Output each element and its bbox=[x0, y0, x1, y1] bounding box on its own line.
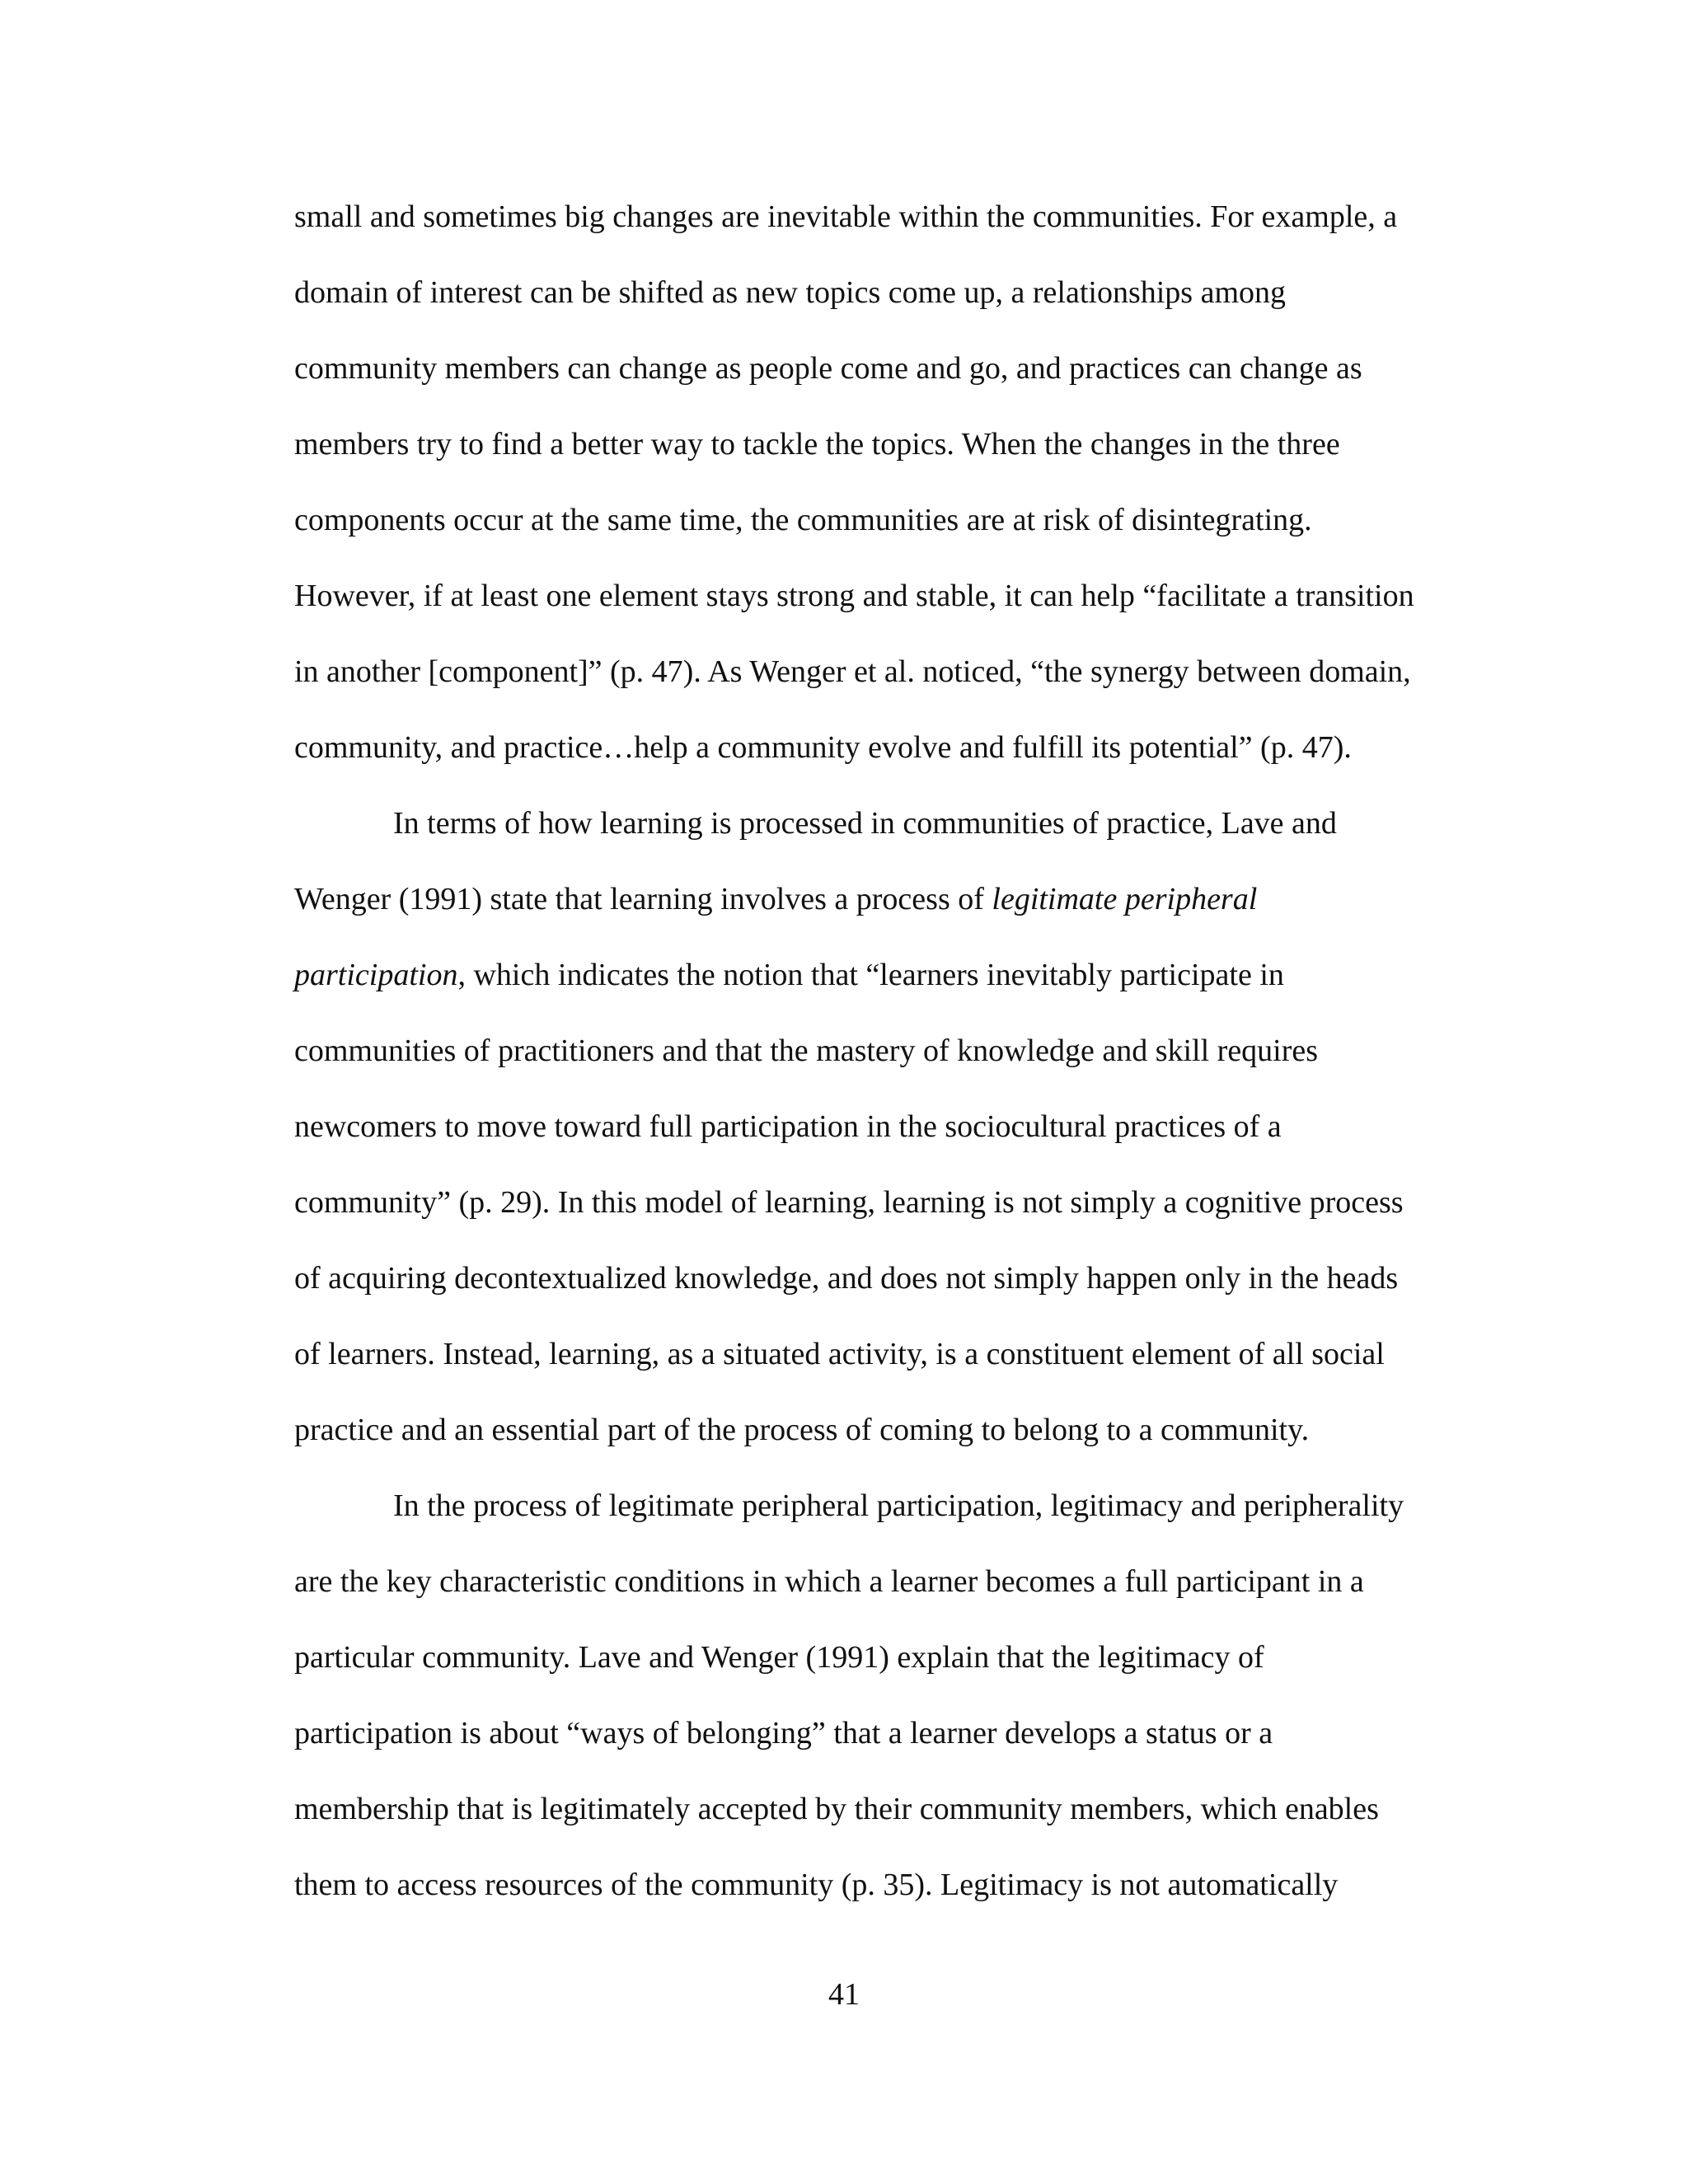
text-line bbox=[294, 1174, 1465, 1249]
text-run: of acquiring decontextualized knowledge, and does not simply happen only in the heads bbox=[294, 1261, 1399, 1296]
text-run: particular community. Lave and Wenger (1991) explain that the legitimacy of bbox=[294, 1640, 1264, 1675]
text-line bbox=[294, 1325, 1465, 1401]
text-run: are the key characteristic conditions in which a learner becomes a full participant in a bbox=[294, 1564, 1364, 1599]
text-line bbox=[294, 1401, 1465, 1477]
text-run: them to access resources of the community (p. 35). Legitimacy is not automatically bbox=[294, 1868, 1339, 1902]
text-line bbox=[294, 340, 1465, 415]
text-run: communities of practitioners and that the mastery of knowledge and skill requires bbox=[294, 1033, 1319, 1068]
italic-term: participation bbox=[294, 958, 458, 992]
text-line bbox=[294, 1022, 1465, 1098]
paragraph bbox=[294, 1477, 1465, 1932]
text-run: However, if at least one element stays strong and stable, it can help “facilitate a transition bbox=[294, 579, 1414, 613]
text-line bbox=[294, 188, 1465, 264]
text-run: membership that is legitimately accepted by their community members, which enables bbox=[294, 1792, 1379, 1826]
text-line bbox=[294, 1856, 1465, 1932]
text-line bbox=[294, 1249, 1465, 1325]
text-run: In terms of how learning is processed in communities of practice, Lave and bbox=[393, 806, 1337, 841]
text-run: Wenger (1991) state that learning involves a process of bbox=[294, 882, 992, 916]
text-line bbox=[294, 719, 1465, 794]
text-line bbox=[294, 946, 1465, 1022]
text-run: practice and an essential part of the process of coming to belong to a community. bbox=[294, 1413, 1310, 1447]
text-line bbox=[294, 567, 1465, 643]
italic-term: legitimate peripheral bbox=[992, 882, 1258, 916]
text-run: domain of interest can be shifted as new topics come up, a relationships among bbox=[294, 275, 1287, 310]
text-run: community members can change as people come and go, and practices can change as bbox=[294, 351, 1362, 386]
text-line bbox=[294, 415, 1465, 491]
text-run: in another [component]” (p. 47). As Wenger et al. noticed, “the synergy between domain, bbox=[294, 654, 1411, 689]
text-line bbox=[294, 1098, 1465, 1174]
text-run: members try to find a better way to tackle the topics. When the changes in the three bbox=[294, 427, 1340, 462]
page-number: 41 bbox=[828, 1977, 860, 2012]
text-line bbox=[294, 491, 1465, 567]
text-line bbox=[294, 1704, 1465, 1780]
text-line bbox=[294, 643, 1465, 719]
text-line bbox=[294, 1477, 1465, 1553]
text-run: small and sometimes big changes are inevitable within the communities. For example, a bbox=[294, 199, 1398, 234]
paragraph bbox=[294, 794, 1465, 1477]
body-text bbox=[294, 188, 1465, 1932]
text-line bbox=[294, 1629, 1465, 1704]
text-line bbox=[294, 264, 1465, 340]
text-run: community” (p. 29). In this model of learning, learning is not simply a cognitive process bbox=[294, 1185, 1404, 1220]
text-line bbox=[294, 870, 1465, 946]
text-line bbox=[294, 1553, 1465, 1629]
text-run: of learners. Instead, learning, as a situated activity, is a constituent element of all social bbox=[294, 1337, 1385, 1371]
text-run: newcomers to move toward full participation in the sociocultural practices of a bbox=[294, 1109, 1282, 1144]
text-run: participation is about “ways of belonging” that a learner develops a status or a bbox=[294, 1716, 1273, 1750]
paragraph bbox=[294, 188, 1465, 794]
text-run: In the process of legitimate peripheral participation, legitimacy and peripherality bbox=[393, 1488, 1404, 1523]
text-run: community, and practice…help a community evolve and fulfill its potential” (p. 47). bbox=[294, 730, 1352, 765]
text-line bbox=[294, 794, 1465, 870]
text-run: , which indicates the notion that “learners inevitably participate in bbox=[457, 958, 1284, 992]
text-run: components occur at the same time, the communities are at risk of disintegrating. bbox=[294, 503, 1312, 537]
text-line bbox=[294, 1780, 1465, 1856]
